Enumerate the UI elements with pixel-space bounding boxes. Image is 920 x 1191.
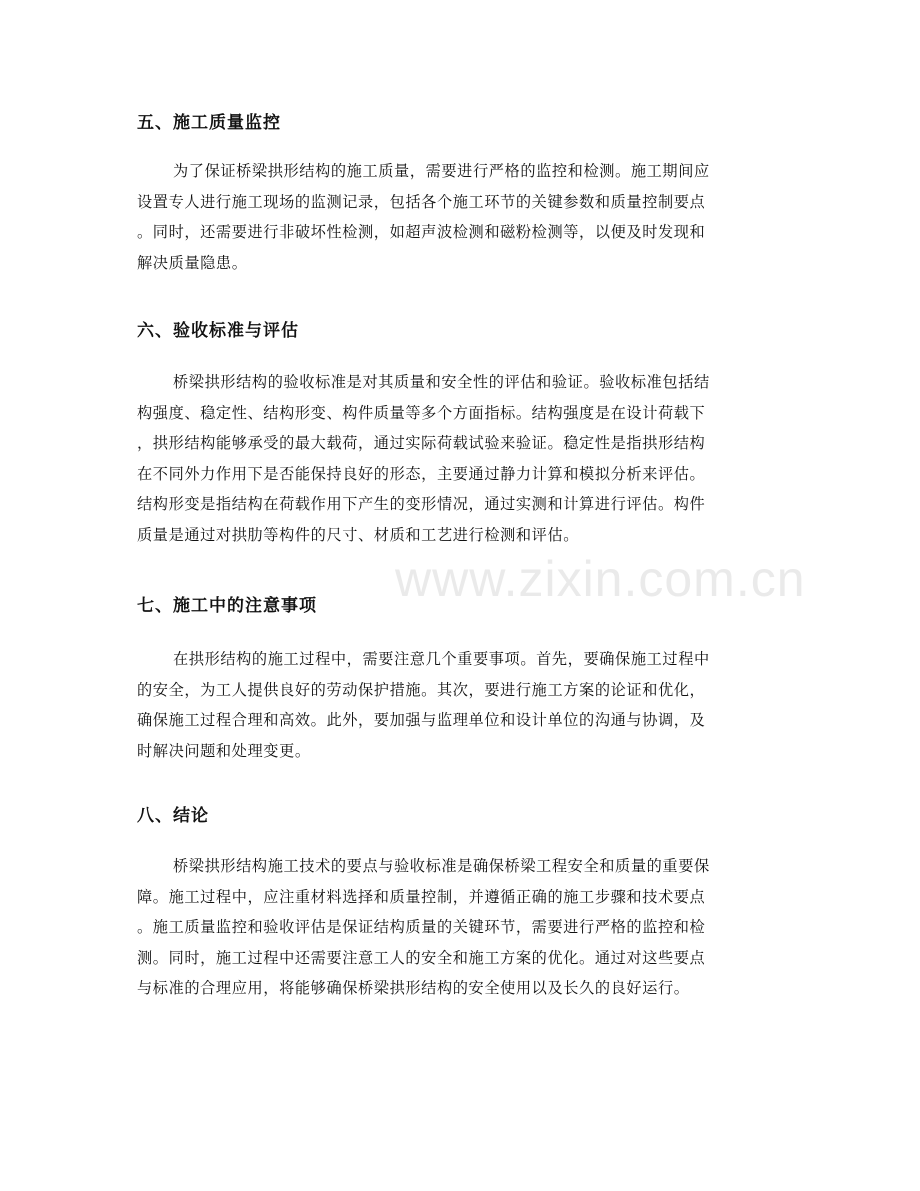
paragraph-line: 为了保证桥梁拱形结构的施工质量，需要进行严格的监控和检测。施工期间应 xyxy=(173,162,710,180)
paragraph-line: 时解决问题和处理变更。 xyxy=(137,741,311,760)
paragraph-line: 与标准的合理应用，将能够确保桥梁拱形结构的安全使用以及长久的良好运行。 xyxy=(137,979,690,997)
paragraph-line: 桥梁拱形结构的验收标准是对其质量和安全性的评估和验证。验收标准包括结 xyxy=(173,373,710,391)
section-body-7 xyxy=(137,644,785,766)
paragraph-line: 。同时，还需要进行非破坏性检测，如超声波检测和磁粉检测等，以便及时发现和 xyxy=(137,223,706,241)
paragraph-line: 测。同时，施工过程中还需要注意工人的安全和施工方案的优化。通过对这些要点 xyxy=(137,948,706,967)
section-title-8: 八、结论 xyxy=(137,806,209,826)
section-body-5 xyxy=(137,156,785,278)
paragraph-line: 在不同外力作用下是否能保持良好的形态，主要通过静力计算和模拟分析来评估。 xyxy=(137,464,706,483)
section-title-6: 六、验收标准与评估 xyxy=(137,321,299,341)
paragraph-line: 障。施工过程中，应注重材料选择和质量控制，并遵循正确的施工步骤和技术要点 xyxy=(137,887,706,906)
paragraph-line: 结构形变是指结构在荷载作用下产生的变形情况，通过实测和计算进行评估。构件 xyxy=(137,495,706,513)
paragraph-line: 质量是通过对拱肋等构件的尺寸、材质和工艺进行检测和评估。 xyxy=(137,525,580,544)
paragraph-line: 桥梁拱形结构施工技术的要点与验收标准是确保桥梁工程安全和质量的重要保 xyxy=(173,857,710,875)
section-body-8 xyxy=(137,851,785,1004)
paragraph-line: 的安全，为工人提供良好的劳动保护措施。其次，要进行施工方案的论证和优化， xyxy=(137,680,706,699)
paragraph-line: 确保施工过程合理和高效。此外，要加强与监理单位和设计单位的沟通与协调，及 xyxy=(137,711,706,729)
section-body-6 xyxy=(137,367,785,550)
paragraph-line: 。施工质量监控和验收评估是保证结构质量的关键环节，需要进行严格的监控和检 xyxy=(137,918,706,936)
paragraph-line: 在拱形结构的施工过程中，需要注意几个重要事项。首先，要确保施工过程中 xyxy=(173,650,710,668)
section-title-5: 五、施工质量监控 xyxy=(137,113,281,133)
paragraph-line: 解决质量隐患。 xyxy=(137,253,248,272)
paragraph-line: ，拱形结构能够承受的最大载荷，通过实际荷载试验来验证。稳定性是指拱形结构 xyxy=(137,434,706,452)
watermark: www.zixin.com.cn xyxy=(395,551,806,607)
section-title-7: 七、施工中的注意事项 xyxy=(137,596,317,616)
paragraph-line: 设置专人进行施工现场的监测记录，包括各个施工环节的关键参数和质量控制要点 xyxy=(137,192,706,211)
paragraph-line: 构强度、稳定性、结构形变、构件质量等多个方面指标。结构强度是在设计荷载下 xyxy=(137,403,706,422)
